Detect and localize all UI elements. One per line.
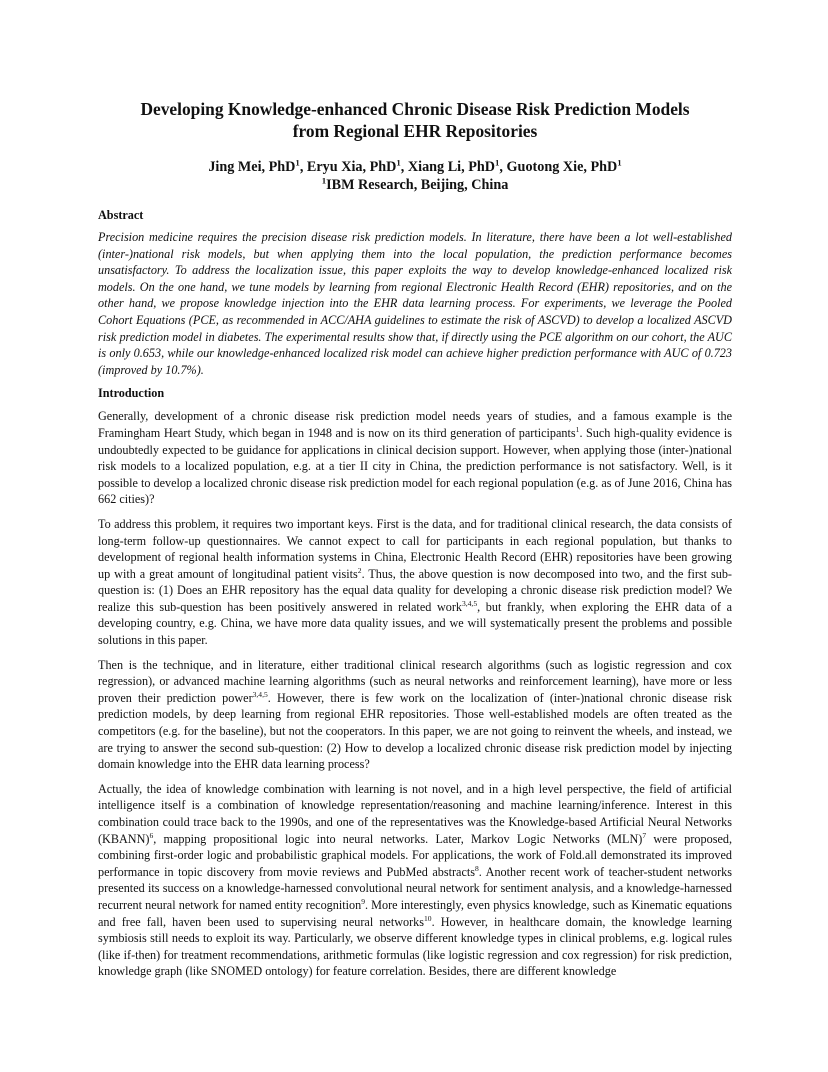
title-line-2: from Regional EHR Repositories <box>292 121 538 141</box>
author-name: Guotong Xie, PhD <box>506 159 618 175</box>
author-name: Eryu Xia, PhD <box>306 159 397 175</box>
author-separator: , <box>400 159 408 175</box>
citation-superscript: 1 <box>575 424 580 434</box>
affiliation <box>98 177 732 193</box>
paragraph-text-segment: . Thus, the above question is now decomposed into two, and the first sub-question is: (1) Does an EHR repository has the equal data quality for developing a chronic disease risk prediction model? We realize this sub-question has been positively answered in related work <box>98 566 732 614</box>
citation-superscript: 3,4,5 <box>462 598 478 608</box>
citation-superscript: 10 <box>424 913 432 923</box>
paragraph-text-segment: , mapping propositional logic into neural networks. Later, Markov Logic Networks (MLN) <box>153 831 643 846</box>
title-line-1: Developing Knowledge-enhanced Chronic Disease Risk Prediction Models <box>140 99 690 119</box>
introduction-heading: Introduction <box>98 386 165 401</box>
abstract-text: Precision medicine requires the precision disease risk prediction models. In literature, there have been a lot well-established (inter-)national risk models, but when applying them into the local population, the prediction performance becomes unsatisfactory. To address the localization issue, this paper exploits the way to develop knowledge-enhanced localized risk models. On the one hand, we tune models by learning from regional Electronic Health Record (EHR) repositories, and on the other hand, we propose knowledge injection into the EHR data learning process. For experiments, we leverage the Pooled Cohort Equations (PCE, as recommended in ACC/AHA guidelines to estimate the risk of ASCVD) to develop a localized ASCVD risk prediction model in diabetes. The experimental results show that, if directly using the PCE algorithm on our cohort, the AUC is only 0.653, while our knowledge-enhanced localized risk model can achieve higher prediction performance with AUC of 0.723 (improved by 10.7%). <box>98 230 732 377</box>
paragraph-text-segment: To address this problem, it requires two important keys. First is the data, and for traditional clinical research, the data consists of long-term follow-up questionnaires. We cannot expect to call for participants in each regional population, but thanks to development of regional health information systems in China, Electronic Health Record (EHR) repositories have been growing up with a great amount of longitudinal patient visits <box>98 516 732 581</box>
author-name: Jing Mei, PhD <box>208 159 296 175</box>
citation-superscript: 7 <box>642 830 647 840</box>
paper-page <box>98 98 732 980</box>
author-affiliation-superscript: 1 <box>295 157 300 168</box>
citation-superscript: 3,4,5 <box>252 689 268 699</box>
citation-superscript: 2 <box>357 565 362 575</box>
paragraph-text-segment: , but frankly, when exploring the EHR data of a developing country, e.g. China, we have more data quality issues, and we will systematically present the problems and possible solutions in this paper. <box>98 599 732 648</box>
paragraph-text-segment: . More interestingly, even physics knowledge, such as Kinematic equations and free fall, haven been used to supervising neural networks <box>98 897 732 929</box>
introduction-body <box>98 408 732 980</box>
citation-superscript: 6 <box>149 830 154 840</box>
introduction-paragraph <box>98 516 732 649</box>
author-separator: , <box>499 159 507 175</box>
author-affiliation-superscript: 1 <box>396 157 401 168</box>
introduction-paragraph <box>98 657 732 773</box>
citation-superscript: 9 <box>361 896 365 906</box>
paragraph-text-segment: . However, in healthcare domain, the knowledge learning symbiosis still needs to exploit its way. Particularly, we observe different knowledge types in clinical problems, e.g. logical rules (like if-then) for treatment recommendations, arithmetic formulas (like logistic regression and cox regression) for risk prediction, knowledge graph (like SNOMED ontology) for feature correlation. Besides, there are different knowledge <box>98 914 733 979</box>
paragraph-text-segment: were proposed, combining first-order logic and probabilistic graphical models. For applications, the work of Fold.all demonstrated its improved performance in topic discovery from movie reviews and PubMed abstracts <box>98 831 733 879</box>
author-separator: , <box>299 159 307 175</box>
paragraph-text-segment: . Another recent work of teacher-student networks presented its success on a knowledge-harnessed convolutional neural network for sentiment analysis, and a knowledge-harnessed recurrent neural network for named entity recognition <box>98 864 732 912</box>
paragraph-text-segment: Actually, the idea of knowledge combination with learning is not novel, and in a high level perspective, the field of artificial intelligence itself is a combination of knowledge representation/reasoning and machine learning/inference. Interest in this combination could trace back to the 1990s, and one of the representatives was the Knowledge-based Artificial Neural Networks (KBANN) <box>98 781 732 846</box>
introduction-paragraph <box>98 408 732 508</box>
paragraph-text-segment: . Such high-quality evidence is undoubtedly expected to be guidance for applications in clinical decision support. However, when applying those (inter-)national risk models to a localized population, e.g. at a tier II city in China, the prediction performance is not satisfactory. Well, is it possible to develop a localized chronic disease risk prediction model for each regional population (e.g. as of June 2016, China has 662 cities)? <box>98 425 732 507</box>
citation-superscript: 8 <box>475 863 479 873</box>
paragraph-text-segment: Then is the technique, and in literature, either traditional clinical research algorithms (such as logistic regression and cox regression), or advanced machine learning algorithms (such as neural networks and reinforcement learning), have more or less proven their prediction power <box>98 657 732 705</box>
abstract-heading: Abstract <box>98 208 144 222</box>
introduction-paragraph <box>98 781 732 980</box>
paragraph-text-segment: . However, there is few work on the localization of (inter-)national chronic disease risk prediction models, by deep learning from regional EHR repositories. Those well-established models are often treated as the competitors (e.g. for the baseline), but not the cooperators. In this paper, we are not going to reinvent the wheels, and instead, we are trying to answer the second sub-question: (2) How to develop a localized chronic disease risk prediction model by injecting domain knowledge into the EHR data learning process? <box>98 690 732 772</box>
affiliation-superscript: 1 <box>321 175 327 186</box>
author-affiliation-superscript: 1 <box>495 157 500 168</box>
author-list <box>98 158 732 177</box>
affiliation-text: IBM Research, Beijing, China <box>326 177 509 193</box>
paragraph-text-segment: Generally, development of a chronic disease risk prediction model needs years of studies, and a famous example is the Framingham Heart Study, which began in 1948 and is now on its third generation of participants <box>98 409 732 440</box>
paper-title <box>98 98 732 142</box>
author-name: Xiang Li, PhD <box>407 159 496 175</box>
author-affiliation-superscript: 1 <box>617 157 622 168</box>
